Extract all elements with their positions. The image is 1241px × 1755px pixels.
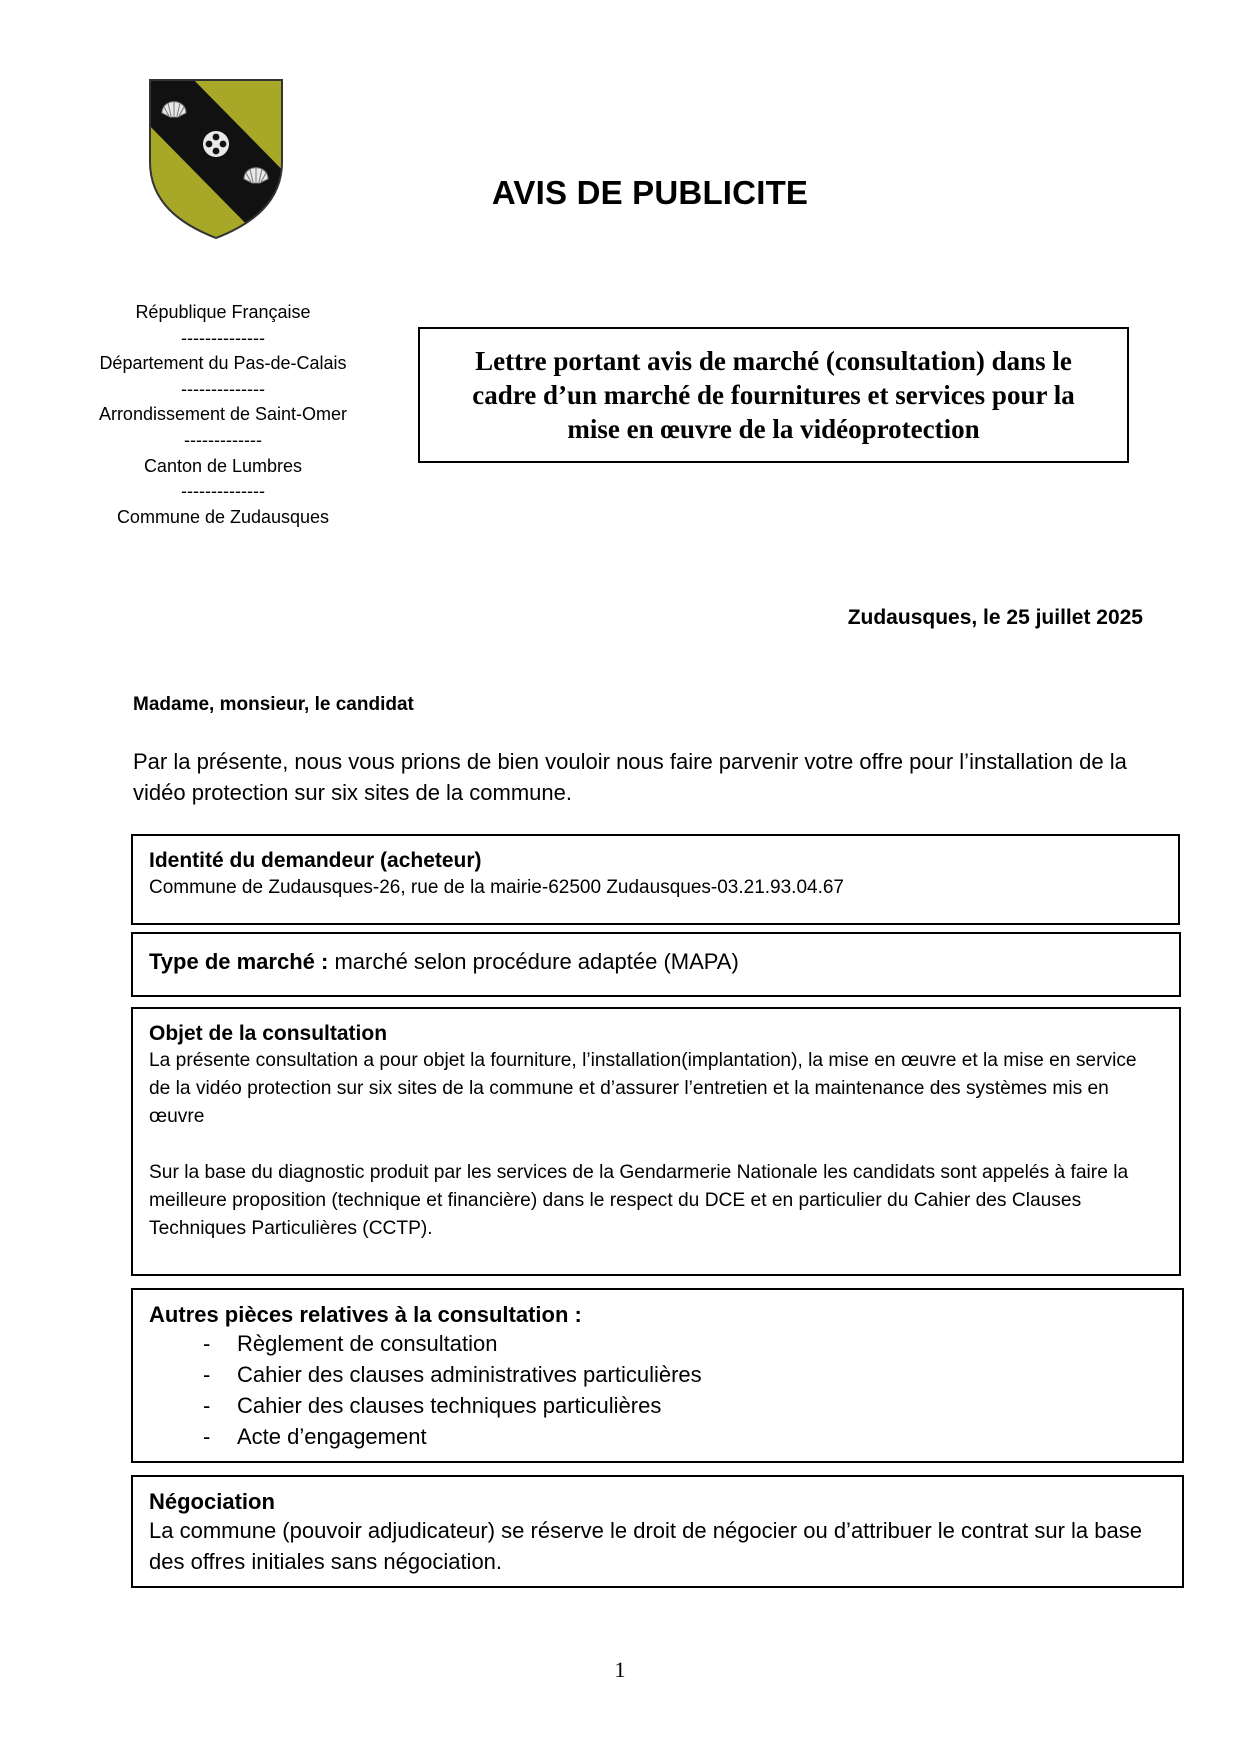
type-value: marché selon procédure adaptée (MAPA) xyxy=(334,949,739,974)
admin-separator: -------------- xyxy=(181,481,265,502)
pieces-list xyxy=(149,1328,1166,1452)
section-heading: Identité du demandeur (acheteur) xyxy=(149,849,482,872)
cross-icon xyxy=(203,131,229,157)
admin-line: Canton de Lumbres xyxy=(143,455,303,476)
section-identite xyxy=(131,834,1180,925)
admin-separator: ------------- xyxy=(184,429,262,450)
page-number: 1 xyxy=(614,1657,626,1682)
section-objet xyxy=(131,1007,1181,1276)
subject-text: Lettre portant avis de marché (consultation) dans le cadre d’un marché de fournitures et services pour la mise en œuvre de la vidéoprotection xyxy=(472,346,1075,444)
date-line: Zudausques, le 25 juillet 2025 xyxy=(847,606,1143,629)
admin-line: République Française xyxy=(135,302,311,322)
admin-separator: -------------- xyxy=(181,378,265,399)
section-heading: Autres pièces relatives à la consultation : xyxy=(149,1302,582,1327)
section-heading: Négociation xyxy=(149,1489,275,1514)
section-body: La commune (pouvoir adjudicateur) se réserve le droit de négocier ou d’attribuer le contrat sur la base des offres initiales sans négociation. xyxy=(149,1518,1142,1574)
section-body: Commune de Zudausques-26, rue de la mairie-62500 Zudausques-03.21.93.04.67 xyxy=(149,877,845,898)
page-title: AVIS DE PUBLICITE xyxy=(491,174,809,211)
intro-paragraph: Par la présente, nous vous prions de bien vouloir nous faire parvenir votre offre pour l’installation de la vidéo protection sur six sites de la commune. xyxy=(133,749,1127,805)
section-negociation xyxy=(131,1475,1184,1588)
administrative-header xyxy=(70,300,376,530)
admin-line: Commune de Zudausques xyxy=(116,506,330,527)
section-paragraph: Sur la base du diagnostic produit par les services de la Gendarmerie Nationale les candidats sont appelés à faire la meilleure proposition (technique et financière) dans le respect du DCE et en particulier du Cahier des Clauses Techniques Particulières (CCTP). xyxy=(149,1162,1129,1239)
section-autres-pieces xyxy=(131,1288,1184,1463)
admin-separator: -------------- xyxy=(181,327,265,348)
section-paragraph: La présente consultation a pour objet la fourniture, l’installation(implantation), la mise en œuvre et la mise en service de la vidéo protection sur six sites de la commune et d’assurer l’entretien et la maintenance des systèmes mis en œuvre xyxy=(149,1050,1137,1127)
type-row xyxy=(149,946,1163,975)
list-item: - Acte d’engagement xyxy=(203,1424,427,1449)
type-label: Type de marché : xyxy=(149,949,329,974)
admin-line: Arrondissement de Saint-Omer xyxy=(98,404,348,425)
admin-line: Département du Pas-de-Calais xyxy=(99,353,347,374)
salutation: Madame, monsieur, le candidat xyxy=(133,694,414,715)
list-item: - Cahier des clauses techniques particulières xyxy=(203,1393,662,1418)
list-item: - Cahier des clauses administratives particulières xyxy=(203,1362,702,1387)
subject-box xyxy=(418,327,1129,463)
section-type-marche xyxy=(131,932,1181,997)
coat-of-arms-logo xyxy=(148,78,284,240)
section-heading: Objet de la consultation xyxy=(149,1022,388,1045)
list-item: - Règlement de consultation xyxy=(203,1331,498,1356)
